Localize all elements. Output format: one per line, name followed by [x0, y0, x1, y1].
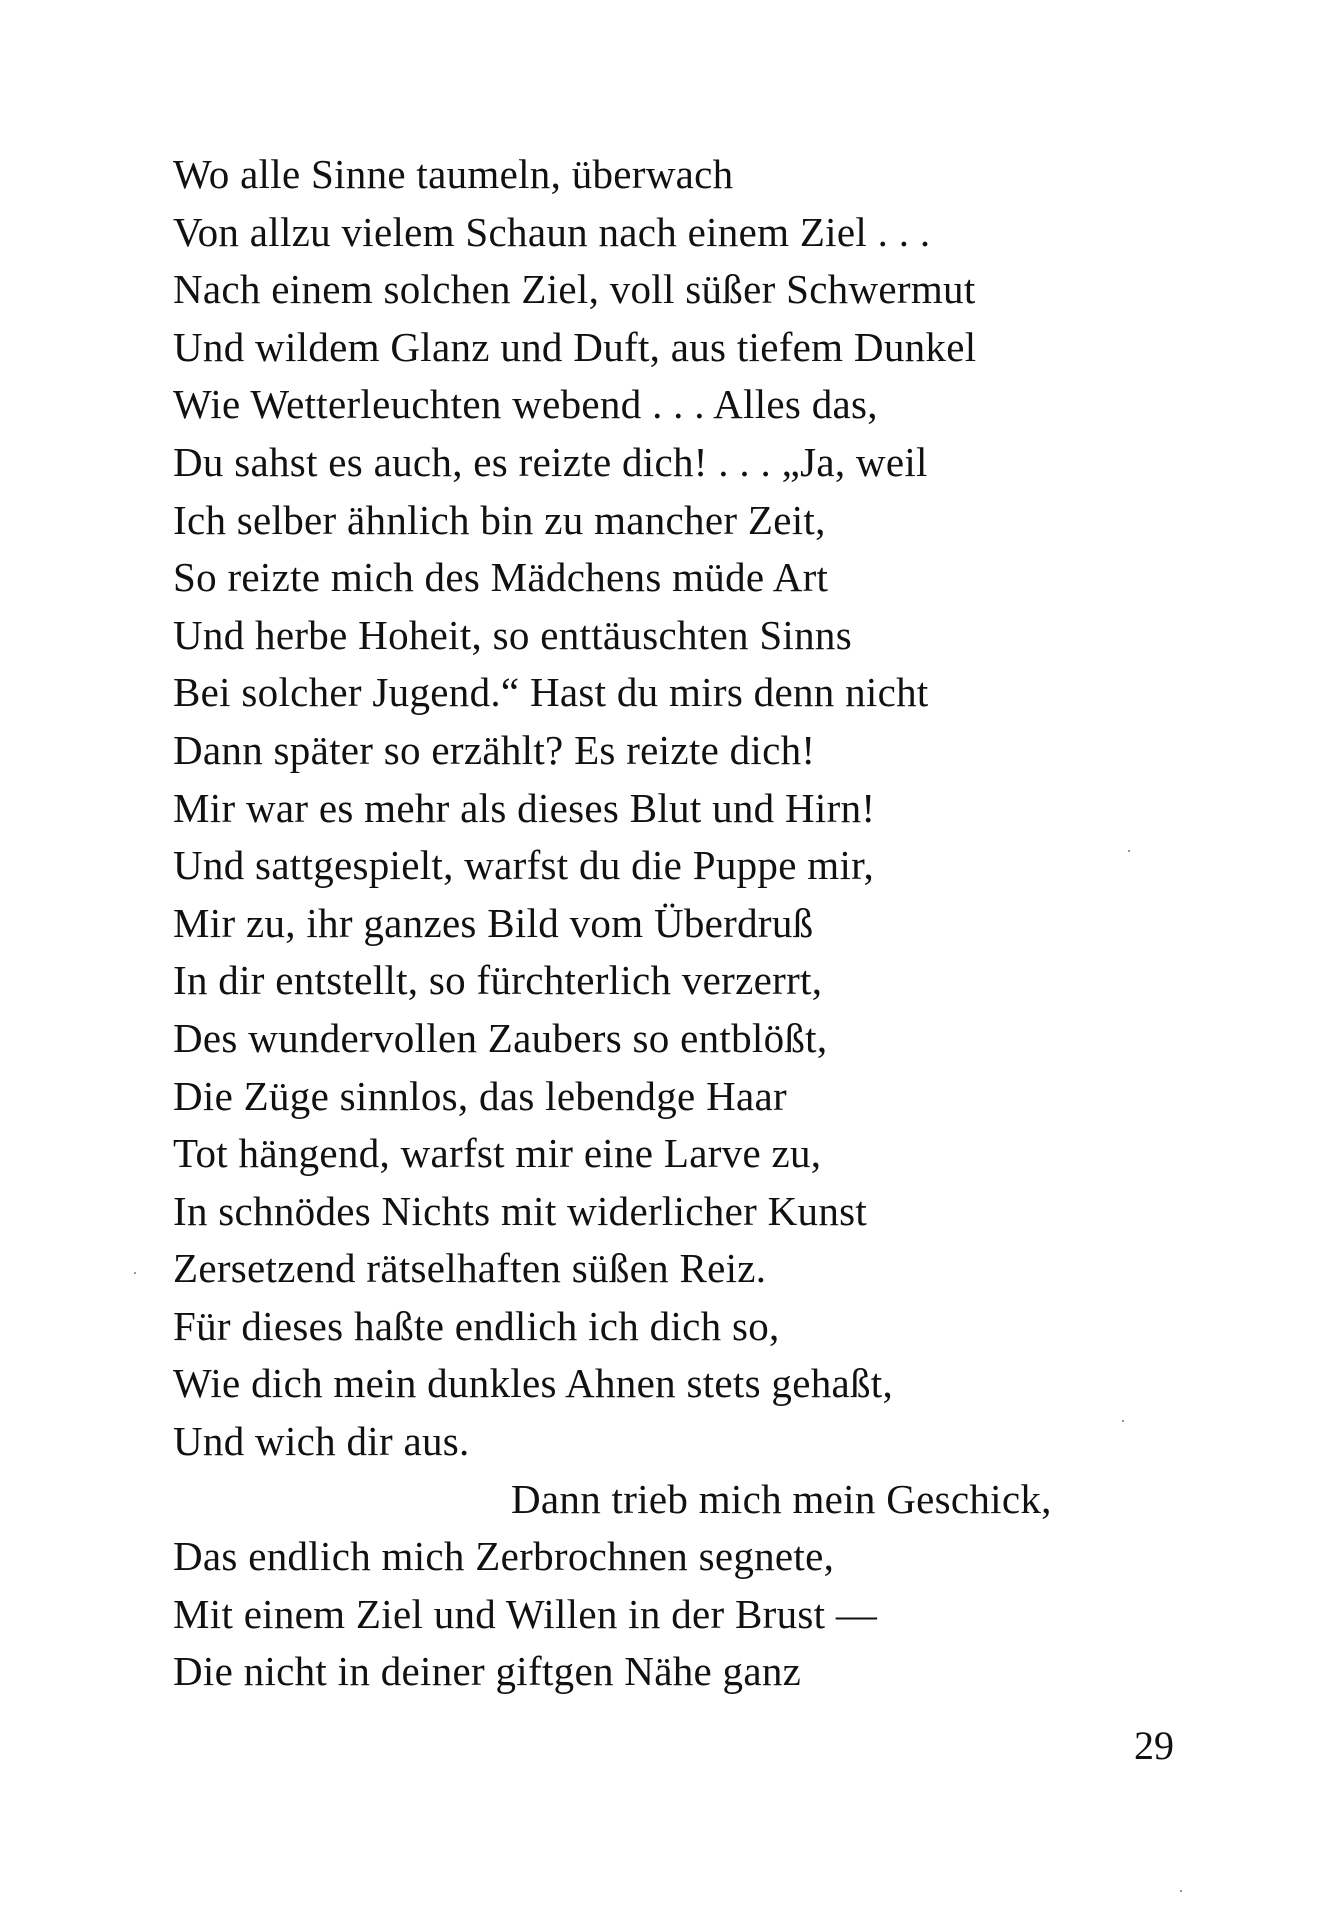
verse-line: Zersetzend rätselhaften süßen Reiz.	[173, 1245, 767, 1292]
verse-line: Tot hängend, warfst mir eine Larve zu,	[173, 1130, 822, 1177]
verse-line: Des wundervollen Zaubers so entblößt,	[173, 1014, 828, 1061]
verse-line: Mir war es mehr als dieses Blut und Hirn!	[173, 784, 876, 831]
verse-line: Mir zu, ihr ganzes Bild vom Überdruß	[173, 899, 814, 946]
verse-line: Das endlich mich Zerbrochnen segnete,	[173, 1533, 835, 1580]
verse-line: Ich selber ähnlich bin zu mancher Zeit,	[173, 496, 826, 543]
verse-line: In dir entstellt, so fürchterlich verzerrt,	[173, 957, 823, 1004]
verse-line: Für dieses haßte endlich ich dich so,	[173, 1302, 780, 1349]
verse-line: Die Züge sinnlos, das lebendge Haar	[173, 1072, 787, 1119]
verse-line: Wo alle Sinne taumeln, überwach	[173, 151, 734, 197]
verse-line: Und herbe Hoheit, so enttäuschten Sinns	[173, 611, 852, 658]
verse-line: Die nicht in deiner giftgen Nähe ganz	[173, 1648, 802, 1695]
verse-line: Und wich dir aus.	[173, 1418, 470, 1465]
verse-line: Nach einem solchen Ziel, voll süßer Schwermut	[173, 266, 976, 313]
scan-speck	[134, 1272, 136, 1274]
verse-line: Wie dich mein dunkles Ahnen stets gehaßt,	[173, 1360, 894, 1407]
scan-speck	[1180, 1890, 1182, 1892]
verse-line: So reizte mich des Mädchens müde Art	[173, 554, 829, 601]
verse-line: Und wildem Glanz und Duft, aus tiefem Dunkel	[173, 323, 977, 370]
page-number: 29	[1134, 1723, 1174, 1768]
scan-speck	[1128, 850, 1130, 852]
verse-line: In schnödes Nichts mit widerlicher Kunst	[173, 1187, 868, 1234]
verse-line: Du sahst es auch, es reizte dich! . . . „Ja, weil	[173, 438, 928, 485]
poem-text	[173, 146, 1173, 1701]
verse-line-indented: Dann trieb mich mein Geschick,	[511, 1475, 1052, 1522]
verse-line: Und sattgespielt, warfst du die Puppe mir,	[173, 842, 875, 889]
verse-line: Von allzu vielem Schaun nach einem Ziel . . .	[173, 208, 931, 255]
verse-line: Bei solcher Jugend.“ Hast du mirs denn nicht	[173, 669, 929, 716]
verse-line: Wie Wetterleuchten webend . . . Alles das,	[173, 381, 878, 428]
verse-line: Mit einem Ziel und Willen in der Brust —	[173, 1590, 878, 1637]
scan-speck	[1122, 1420, 1124, 1422]
verse-line: Dann später so erzählt? Es reizte dich!	[173, 726, 816, 773]
